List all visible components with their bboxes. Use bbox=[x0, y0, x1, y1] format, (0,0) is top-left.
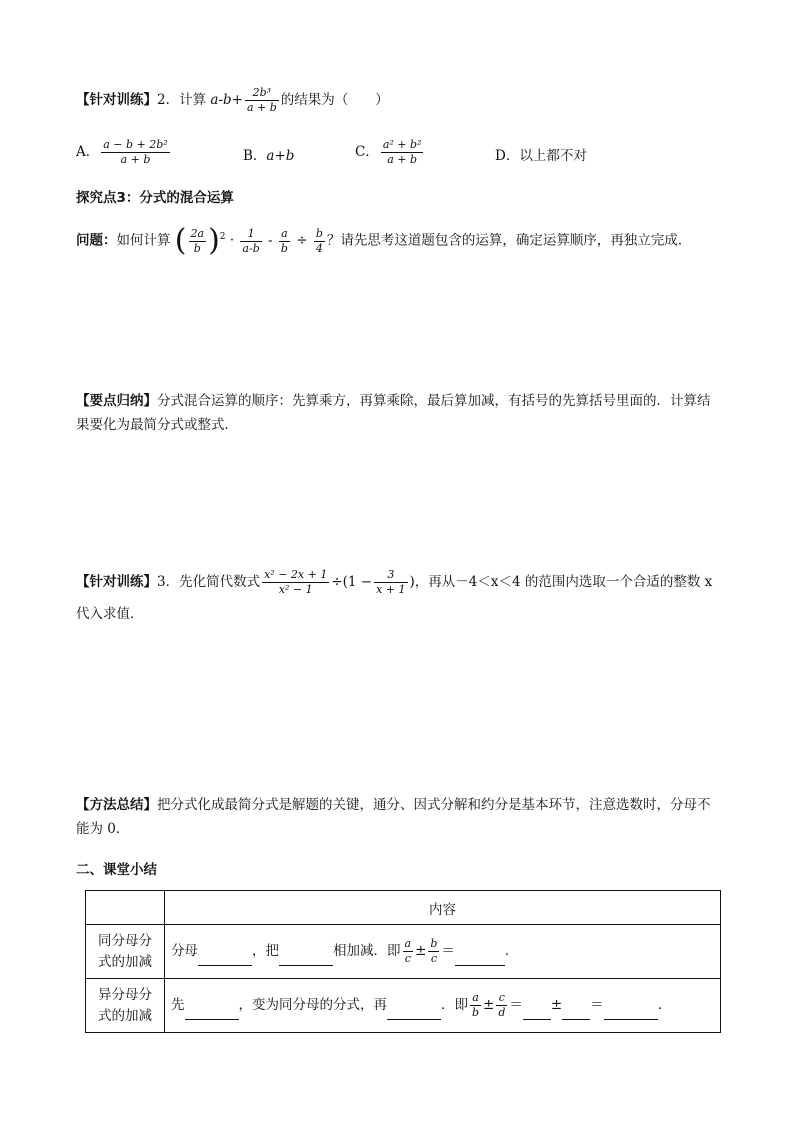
method-summary: 【方法总结】把分式化成最简分式是解题的关键，通分、因式分解和约分是基本环节，注意选数时，分母不能为 0． bbox=[76, 797, 711, 837]
table-row: 异分母分式的加减 先 ，变为同分母的分式，再 ．即 $\frac{a}{b}$ ± $\frac{c}{d}$ ＝ ± ＝ ． bbox=[86, 979, 721, 1033]
header-content: 内容 bbox=[165, 891, 721, 925]
fill-blank[interactable] bbox=[279, 951, 333, 966]
exercise-3: 【针对训练】3．先化简代数式 $\frac{\text{x² − 2x + 1}}{\text{x² − 1}}$ ÷(1 − $\frac{3}{x + 1}$ )，再从－4＜x＜4 的范围内选取一个合适的整数 x 代入求值． bbox=[76, 568, 713, 623]
section-3-title: 探究点3：分式的混合运算 bbox=[76, 190, 234, 206]
fill-blank[interactable] bbox=[185, 1005, 239, 1020]
fill-blank[interactable] bbox=[604, 1005, 658, 1020]
fraction: $\frac{\text{2b³}}{a + b}$ bbox=[246, 86, 277, 114]
fill-blank[interactable] bbox=[198, 951, 252, 966]
option-a: A． $\frac{\text{a − b + 2b²}}{a + b}$ bbox=[76, 138, 168, 166]
key-point: 【要点归纳】分式混合运算的顺序：先算乘方，再算乘除，最后算加减，有括号的先算括号里面的．计算结果要化为最简分式或整式． bbox=[76, 393, 711, 433]
row-head: 异分母分式的加减 bbox=[86, 979, 165, 1033]
fill-blank[interactable] bbox=[387, 1005, 441, 1020]
fill-blank[interactable] bbox=[523, 1005, 551, 1020]
fill-blank[interactable] bbox=[455, 951, 505, 966]
summary-table bbox=[85, 890, 721, 1033]
exercise-2-stem: 【针对训练】2．计算 a-b+ $\frac{\text{2b³}}{a + b}$ 的结果为（ ） bbox=[76, 86, 389, 114]
option-b: B．a+b bbox=[243, 148, 295, 164]
section-3-question: 问题：如何计算 ( $\frac{2a}{b}$ )$^2$ · $\frac{1}{a-b}$ - $\frac{a}{b}$ ÷ $\frac{b}{4}$ ？请先思考这道题包含的运算，确定运算顺序，再独立完成． bbox=[76, 223, 692, 258]
fill-blank[interactable] bbox=[562, 1005, 590, 1020]
option-d: D．以上都不对 bbox=[495, 148, 587, 164]
table-row: 同分母分式的加减 分母 ，把 相加减．即 $\frac{a}{c}$ ± $\frac{b}{c}$ ＝ ． bbox=[86, 925, 721, 979]
option-c: C． $\frac{\text{a² + b²}}{a + b}$ bbox=[355, 138, 422, 166]
class-summary-title: 二、课堂小结 bbox=[76, 862, 157, 878]
exercise-tag: 【针对训练】 bbox=[76, 91, 157, 108]
row-head: 同分母分式的加减 bbox=[86, 925, 165, 979]
